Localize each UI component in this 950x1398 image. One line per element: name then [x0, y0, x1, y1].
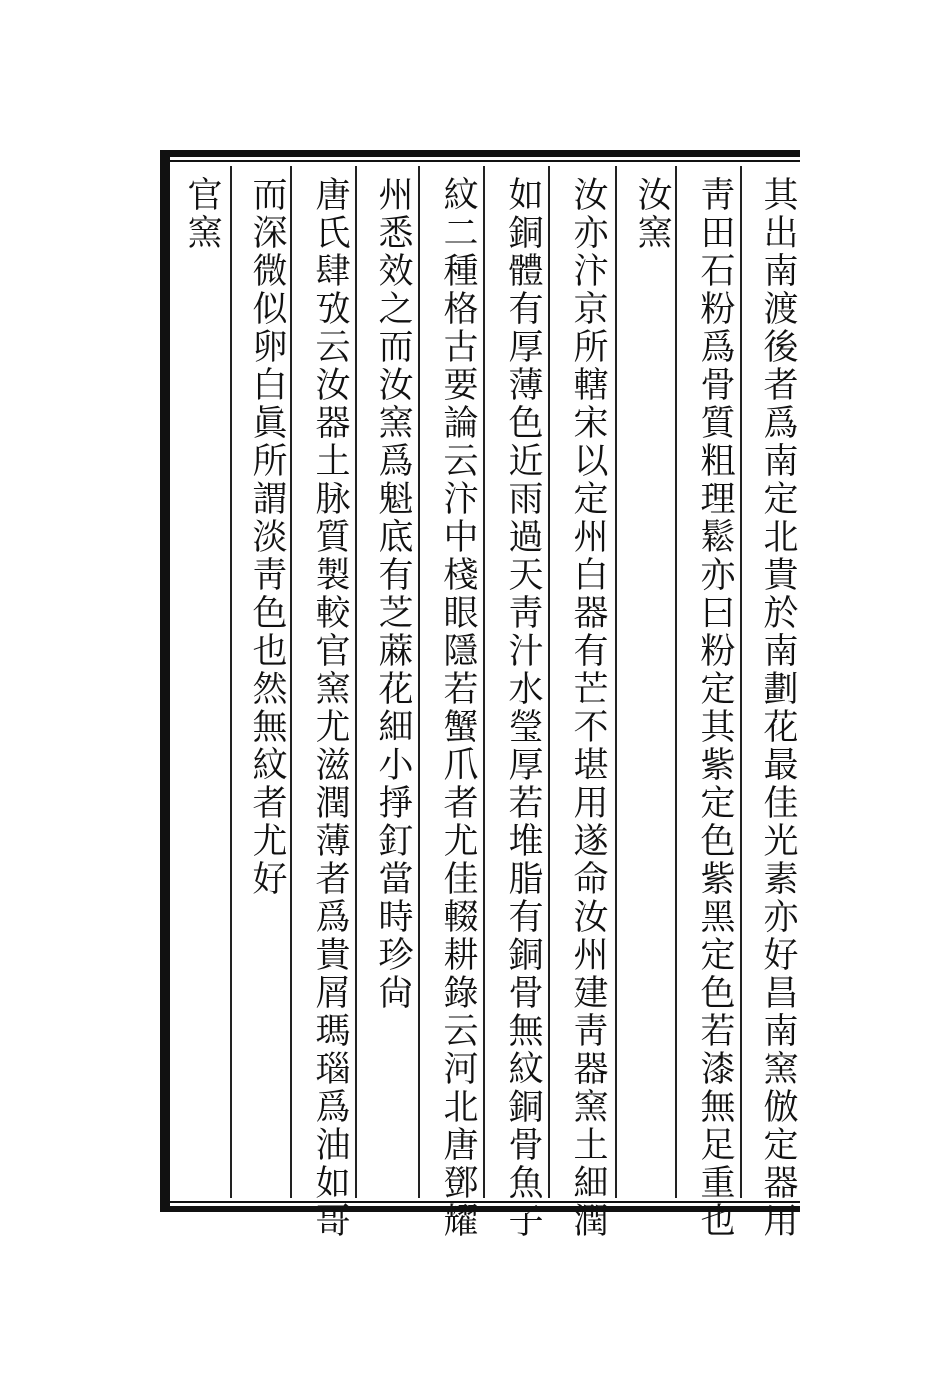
column-divider [675, 166, 677, 1198]
text-column-6: 紋二種格古要論云汴中棧眼隱若蟹爪者尤佳輟耕錄云河北唐鄧耀 [438, 176, 478, 1240]
text-column-2: 靑田石粉爲骨質粗理鬆亦曰粉定其紫定色紫黑定色若漆無足重也 [695, 176, 735, 1240]
page-frame [160, 150, 800, 1240]
column-divider [230, 166, 232, 1198]
left-border [160, 150, 170, 1212]
top-border [160, 150, 800, 157]
top-border-inner [160, 160, 800, 162]
text-column-7: 州悉效之而汝窯爲魁底有芝蔴花細小掙釘當時珍尙 [373, 176, 413, 1012]
text-column-8: 唐氏肆攷云汝器土脉質製較官窯尤滋潤薄者爲貴屑瑪瑙爲油如哥 [310, 176, 350, 1240]
section-heading-ru-kiln: 汝窯 [632, 176, 672, 252]
text-column-4: 汝亦汴京所轄宋以定州白器有芒不堪用遂命汝州建靑器窯土細潤 [568, 176, 608, 1240]
text-column-5: 如銅體有厚薄色近雨過天靑汁水瑩厚若堆脂有銅骨無紋銅骨魚子 [503, 176, 543, 1240]
section-heading-guan-kiln: 官窯 [182, 176, 222, 252]
text-column-9: 而深微似卵白眞所謂淡靑色也然無紋者尤好 [247, 176, 287, 898]
text-column-1: 其出南渡後者爲南定北貴於南劃花最佳光素亦好昌南窯倣定器用 [758, 176, 798, 1240]
